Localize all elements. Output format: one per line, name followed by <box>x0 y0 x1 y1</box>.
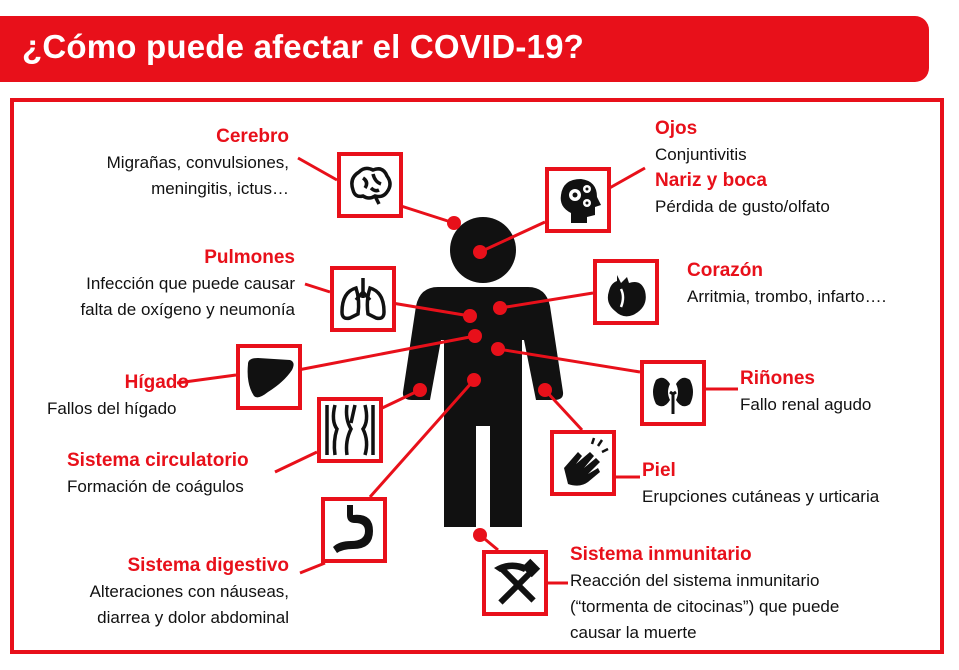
piel-title: Piel <box>642 460 676 481</box>
corazon-title: Corazón <box>687 260 763 281</box>
digestivo-desc-2: diarrea y dolor abdominal <box>97 608 289 627</box>
inmunitario-desc-1: Reacción del sistema inmunitario <box>570 571 820 590</box>
pulmones-desc-2: falta de oxígeno y neumonía <box>80 300 295 319</box>
hammer-pick-icon <box>482 550 548 616</box>
inmunitario-desc-3: causar la muerte <box>570 623 697 642</box>
blood-vessels-icon <box>317 397 383 463</box>
kidneys-icon <box>640 360 706 426</box>
label-piel <box>642 458 879 510</box>
stomach-icon <box>321 497 387 563</box>
scratching-hand-icon <box>550 430 616 496</box>
page-title: ¿Cómo puede afectar el COVID-19? <box>22 28 585 65</box>
label-cerebro <box>107 124 289 202</box>
label-corazon <box>687 258 886 310</box>
pulmones-desc-1: Infección que puede causar <box>86 274 295 293</box>
digestivo-title: Sistema digestivo <box>127 555 289 576</box>
rinones-title: Riñones <box>740 368 815 389</box>
digestivo-desc-1: Alteraciones con náuseas, <box>89 582 289 601</box>
label-higado-desc <box>47 396 176 422</box>
label-circulatorio <box>67 448 249 500</box>
inmunitario-title: Sistema inmunitario <box>570 544 752 565</box>
heart-icon <box>593 259 659 325</box>
brain-icon <box>337 152 403 218</box>
label-pulmones <box>80 245 295 323</box>
cerebro-desc-2: meningitis, ictus… <box>151 179 289 198</box>
circulatorio-title: Sistema circulatorio <box>67 450 249 471</box>
cerebro-title: Cerebro <box>216 126 289 147</box>
lungs-icon <box>330 266 396 332</box>
human-silhouette <box>403 217 563 527</box>
corazon-desc: Arritmia, trombo, infarto…. <box>687 287 887 306</box>
circulatorio-desc: Formación de coágulos <box>67 477 244 496</box>
cerebro-desc-1: Migrañas, convulsiones, <box>106 153 289 172</box>
piel-desc: Erupciones cutáneas y urticaria <box>642 487 880 506</box>
label-ojos <box>655 116 830 220</box>
inmunitario-desc-2: (“tormenta de citocinas”) que puede <box>570 597 840 616</box>
nariz-title: Nariz y boca <box>655 170 767 191</box>
ojos-title: Ojos <box>655 118 698 139</box>
label-inmunitario <box>570 542 839 646</box>
higado-title: Hígado <box>124 372 189 393</box>
pulmones-title: Pulmones <box>204 247 295 268</box>
nariz-desc: Pérdida de gusto/olfato <box>655 197 830 216</box>
label-digestivo <box>90 553 289 631</box>
label-rinones <box>740 366 871 418</box>
liver-icon <box>236 344 302 410</box>
label-higado <box>125 370 189 396</box>
ojos-desc: Conjuntivitis <box>655 145 747 164</box>
higado-desc: Fallos del hígado <box>47 399 177 418</box>
rinones-desc: Fallo renal agudo <box>740 395 872 414</box>
head-gears-icon <box>545 167 611 233</box>
